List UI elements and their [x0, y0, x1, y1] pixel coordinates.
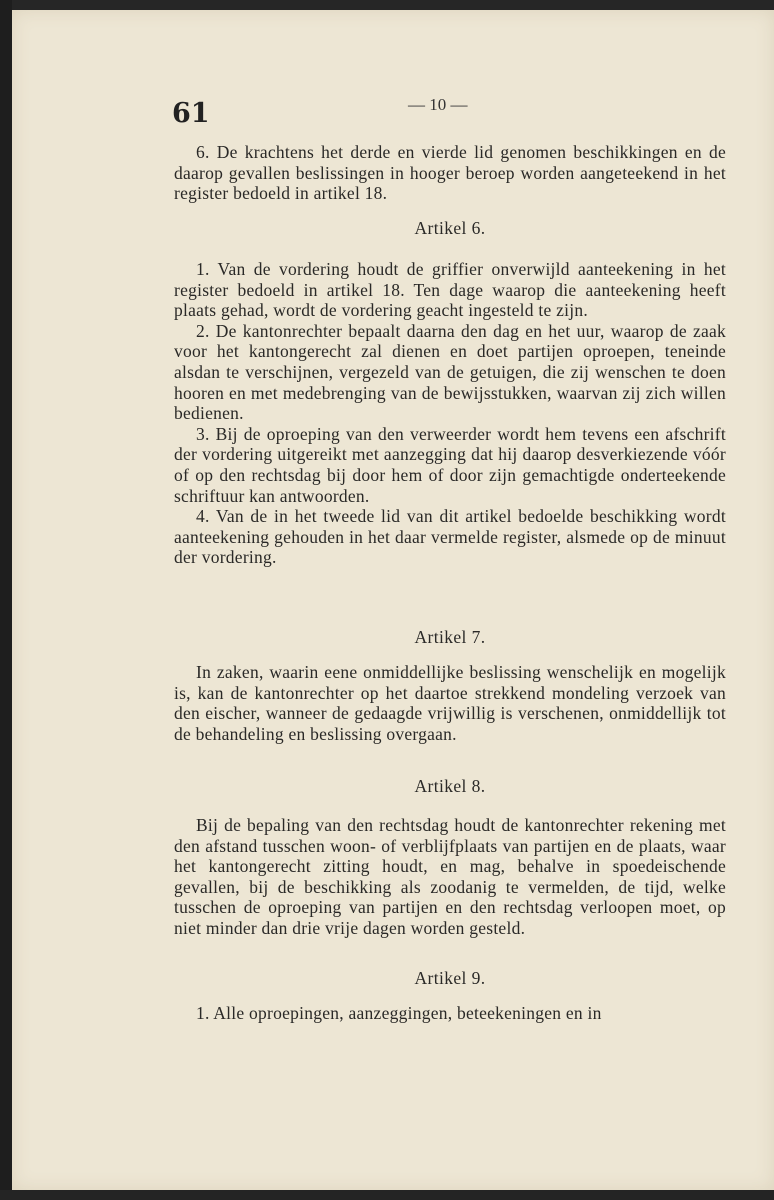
artikel-8-body: [174, 815, 726, 939]
page-number: — 10 —: [408, 95, 468, 114]
artikel-6-body: [174, 259, 726, 568]
artikel-9-body: [174, 1003, 726, 1024]
artikel-6-lid-4: 4. Van de in het tweede lid van dit artikel bedoelde beschikking wordt aanteekening gehouden in het daar vermelde register, alsmede op de minuut der vordering.: [174, 506, 726, 568]
heading-artikel-9: Artikel 9.: [414, 968, 486, 988]
paragraph-text: 6. De krachtens het derde en vierde lid genomen beschikkingen en de daarop gevallen beslissingen in hooger beroep worden aangeteekend in het register bedoeld in artikel 18.: [174, 142, 726, 204]
heading-artikel-8: Artikel 8.: [414, 776, 486, 796]
scan-frame-left: [0, 0, 12, 1200]
artikel-6-lid-3: 3. Bij de oproeping van den verweerder wordt hem tevens een afschrift der vordering uitgereikt met aanzegging dat hij daarop desverkiezende vóór of op den rechtsdag bij door hem of door zijn gemachtigde onderteekende schriftuur kan antwoorden.: [174, 423, 726, 506]
folio-number: 61: [172, 98, 210, 129]
artikel-6-lid-2: 2. De kantonrechter bepaalt daarna den dag en het uur, waarop de zaak voor het kantongerecht zal dienen en doet partijen oproepen, teneinde alsdan te verschijnen, vergezeld van de getuigen, die zij wenschen te doen hooren en met medebrenging van de bewijsstukken, waarvan zij zich willen bedienen.: [174, 320, 726, 424]
heading-artikel-6: Artikel 6.: [414, 218, 486, 238]
scan-frame-bottom: [0, 1190, 774, 1200]
artikel-9-lid-1: 1. Alle oproepingen, aanzeggingen, beteekeningen en in: [196, 1003, 602, 1023]
paragraph-6: [174, 142, 726, 204]
scan-frame-top: [0, 0, 774, 10]
artikel-7-text: In zaken, waarin eene onmiddellijke beslissing wenschelijk en mogelijk is, kan de kantonrechter op het daartoe strekkend mondeling verzoek van den eischer, wanneer de gedaagde vrijwillig is verschenen, onmiddellijk tot de behandeling en beslissing overgaan.: [174, 662, 726, 744]
heading-artikel-7: Artikel 7.: [414, 627, 486, 647]
artikel-7-body: [174, 662, 726, 744]
artikel-6-lid-1: 1. Van de vordering houdt de griffier onverwijld aanteekening in het register bedoeld in artikel 18. Ten dage waarop die aanteekening heeft plaats gehad, wordt de vordering geacht ingesteld te zijn.: [174, 259, 726, 321]
artikel-8-text: Bij de bepaling van den rechtsdag houdt de kantonrechter rekening met den afstand tusschen woon- of verblijfplaats van partijen en de plaats, waar het kantongerecht zitting houdt, en mag, behalve in spoedeischende gevallen, bij de beschikking als zoodanig te vermelden, de tijd, welke tusschen de oproeping van partijen en den rechtsdag verloopen moet, op niet minder dan drie vrije dagen worden gesteld.: [174, 815, 726, 938]
